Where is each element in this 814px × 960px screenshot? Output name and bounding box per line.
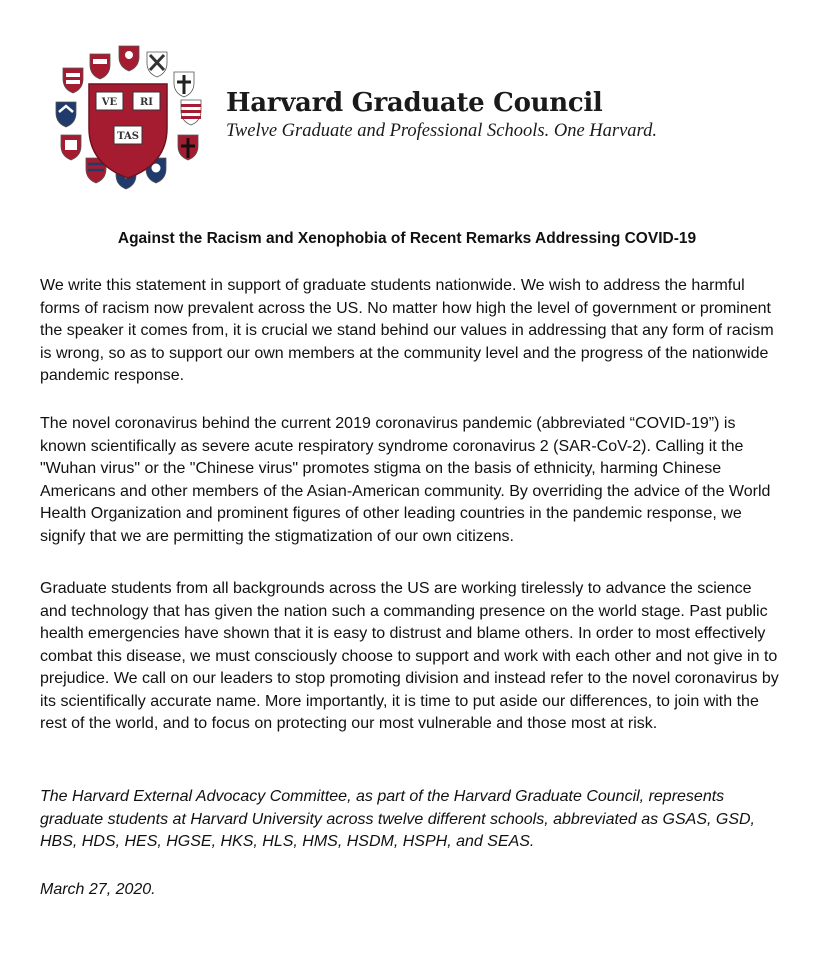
school-shield-left-lower [61,135,81,160]
statement-paragraph-2: The novel coronavirus behind the current 2019 coronavirus pandemic (abbreviated “COVID-19”) is known scientifically as severe acute respiratory syndrome coronavirus 2 (SAR-CoV-2). Calling it the "Wuhan virus" or the "Chinese virus" promotes stigma on the basis of ethnicity, harming Chinese Americans and other members of the Asian-American community. By overriding the advice of the World Health Organization and prominent figures of other leading countries in the pandemic response, we signify that we are permitting the stigmatization of our own citizens. [40,415,771,545]
statement-date: March 27, 2020. [40,881,156,898]
school-shield-right-upper [174,72,194,97]
committee-signature: The Harvard External Advocacy Committee, as part of the Harvard Graduate Council, represents graduate students at Harvard University across twelve different schools, abbreviated as GSAS, GSD, HBS, HDS, HES, HGSE, HKS, HLS, HMS, HSDM, HSPH, and SEAS. [40,788,755,850]
harvard-shields-logo [46,40,216,196]
school-shield-top-right [147,52,167,77]
statement-title: Against the Racism and Xenophobia of Recent Remarks Addressing COVID-19 [117,230,697,247]
school-shield-top-center [119,46,139,71]
statement-paragraph-1: We write this statement in support of graduate students nationwide. We wish to address the harmful forms of racism now prevalent across the US. No matter how high the level of government or prominent the speaker it comes from, it is crucial we stand behind our values in addressing that any form of racism is wrong, so as to support our own members at the community level and the progress of the nationwide pandemic response. [40,277,774,384]
statement-paragraph-3: Graduate students from all backgrounds across the US are working tirelessly to advance the science and technology that has given the nation such a commanding presence on the world stage. Past public health emergencies have shown that it is easy to distrust and blame others. In order to most effectively combat this disease, we must consciously choose to support and work with each other and not give in to prejudice. We call on our leaders to stop promoting division and instead refer to the novel coronavirus by its scientifically accurate name. More importantly, it is time to put aside our differences, to join with the rest of the world, and to focus on protecting our most vulnerable and those most at risk. [40,580,779,732]
school-shield-left-mid [56,102,76,127]
school-shield-right-mid [181,100,201,125]
org-tagline: Twelve Graduate and Professional Schools. One Harvard. [226,121,657,141]
school-shield-right-lower [178,135,198,160]
school-shield-top-left [90,54,110,79]
crest-motto-ri: RI [140,97,153,108]
org-name: Harvard Graduate Council [226,88,603,118]
school-shield-left-upper [63,68,83,93]
crest-motto-ve: VE [101,97,118,108]
crest-motto-tas: TAS [117,131,139,142]
